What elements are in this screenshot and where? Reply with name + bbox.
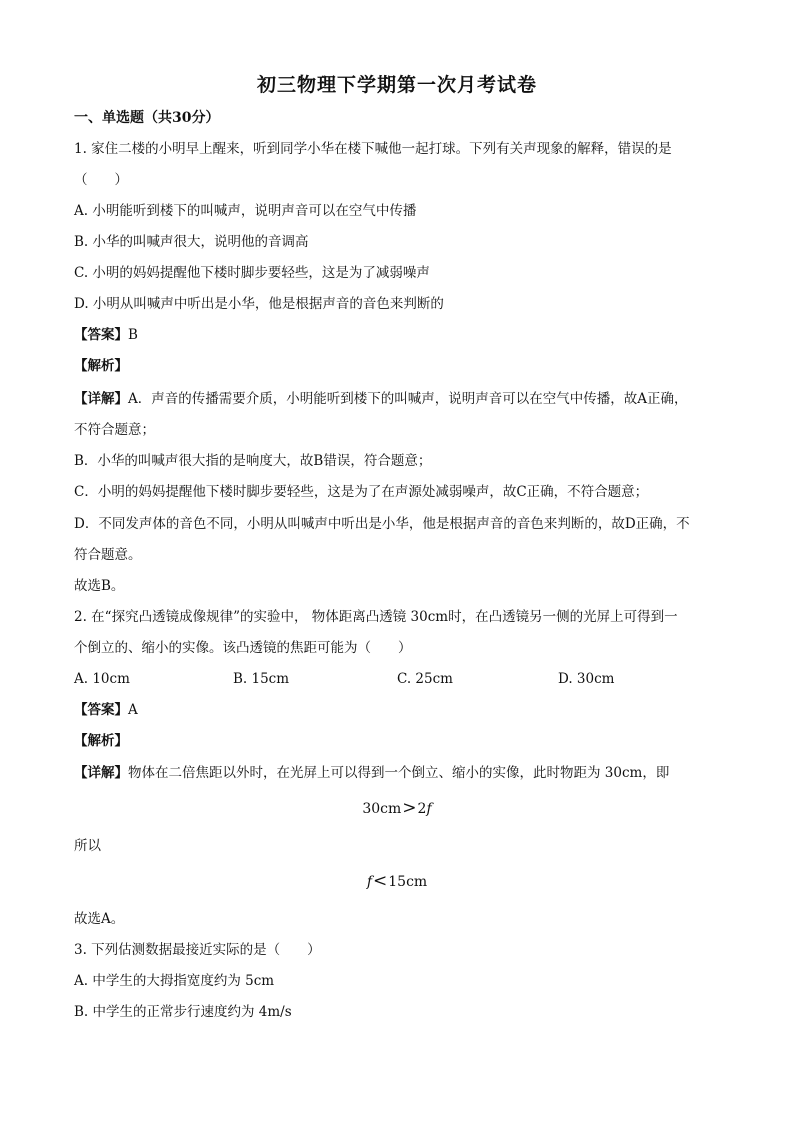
eq2-right: 15cm (388, 874, 428, 890)
analysis-tag: 【解析】 (74, 733, 128, 749)
q2-detail-line (74, 763, 734, 783)
q1-conclusion: 故选B。 (74, 578, 125, 594)
eq2-variable: f (366, 874, 372, 890)
eq2-operator: < (373, 871, 388, 891)
q2-option-c: C. 25cm (397, 671, 453, 687)
q1-option-b: B. 小华的叫喊声很大，说明他的音调高 (74, 234, 309, 250)
q1-option-a: A. 小明能听到楼下的叫喊声，说明声音可以在空气中传播 (74, 203, 417, 219)
answer-value: A (128, 702, 138, 718)
q2-stem-line2: 个倒立的、缩小的实像。该凸透镜的焦距可能为（ ） (74, 640, 412, 656)
q3-option-b: B. 中学生的正常步行速度约为 4m/s (74, 1004, 292, 1020)
q1-detail-line1 (74, 389, 734, 409)
eq1-left: 30cm (362, 801, 402, 817)
eq1-right-number: 2 (417, 801, 427, 817)
answer-tag: 【答案】 (74, 327, 128, 343)
analysis-tag: 【解析】 (74, 358, 128, 374)
q2-conclusion: 故选A。 (74, 911, 125, 927)
detail-tag: 【详解】 (74, 391, 128, 407)
q1-stem-line2: （ ） (74, 172, 128, 188)
q1-detail-line5: D．不同发声体的音色不同，小明从叫喊声中听出是小华，他是根据声音的音色来判断的，故D正确，不 (74, 516, 690, 532)
section-heading: 一、单选题（共30分） (74, 110, 220, 126)
equation-2 (0, 871, 794, 892)
eq1-right-variable: f (426, 801, 432, 817)
q2-analysis (74, 731, 734, 751)
q1-option-c: C. 小明的妈妈提醒他下楼时脚步要轻些，这是为了减弱噪声 (74, 265, 430, 281)
answer-value: B (128, 327, 138, 343)
q2-option-b: B. 15cm (233, 671, 290, 687)
q2-stem-line1: 2. 在“探究凸透镜成像规律”的实验中， 物体距离凸透镜 30cm时，在凸透镜另一侧的光屏上可得到一 (74, 609, 678, 625)
detail-tag: 【详解】 (74, 765, 128, 781)
q3-stem: 3. 下列估测数据最接近实际的是（ ） (74, 942, 321, 958)
q1-detail-line2: 不符合题意； (74, 422, 155, 438)
q1-detail-line6: 符合题意。 (74, 547, 142, 563)
q1-stem-line1: 1. 家住二楼的小明早上醒来，听到同学小华在楼下喊他一起打球。下列有关声现象的解释，错误的是 (74, 141, 672, 157)
so-text: 所以 (74, 838, 101, 854)
equation-1 (0, 798, 794, 819)
detail-text: A．声音的传播需要介质，小明能听到楼下的叫喊声，说明声音可以在空气中传播，故A正确， (128, 391, 688, 407)
q1-answer (74, 325, 734, 345)
page-title: 初三物理下学期第一次月考试卷 (256, 74, 537, 96)
answer-tag: 【答案】 (74, 702, 128, 718)
q1-analysis (74, 356, 734, 376)
q1-detail-line3: B．小华的叫喊声很大指的是响度大，故B错误，符合题意； (74, 453, 432, 469)
q1-detail-line4: C．小明的妈妈提醒他下楼时脚步要轻些，这是为了在声源处减弱噪声，故C正确，不符合题意； (74, 484, 649, 500)
q2-answer (74, 700, 734, 720)
q2-option-d: D. 30cm (558, 671, 615, 687)
q1-option-d: D. 小明从叫喊声中听出是小华，他是根据声音的音色来判断的 (74, 296, 444, 312)
q2-option-a: A. 10cm (74, 671, 130, 687)
q3-option-a: A. 中学生的大拇指宽度约为 5cm (74, 973, 275, 989)
detail-text: 物体在二倍焦距以外时，在光屏上可以得到一个倒立、缩小的实像，此时物距为 30cm，即 (128, 765, 670, 781)
eq1-operator: > (402, 798, 417, 818)
